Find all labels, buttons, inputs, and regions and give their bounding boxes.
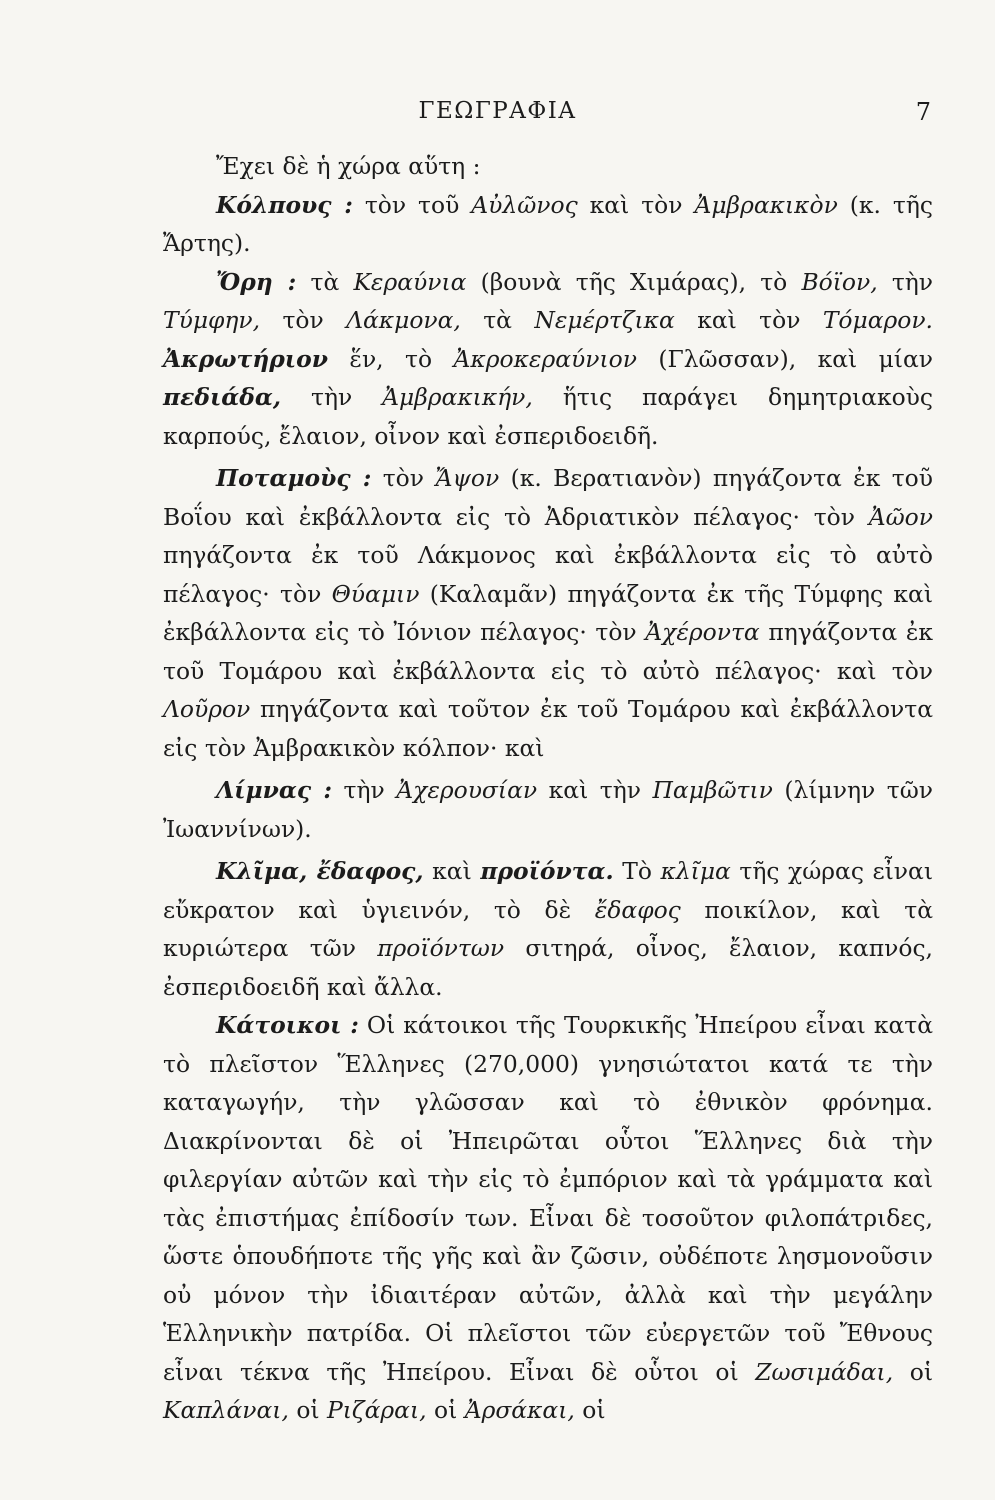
rivers-paragraph: Ποταμοὺς : τὸν Ἄψον (κ. Βερατιανὸν) πηγάζοντα ἐκ τοῦ Βοΐου καὶ ἐκβάλλοντα εἰς τὸ Ἀδριατικὸν πέλαγος· τὸν Ἀῶον πηγάζοντα ἐκ τοῦ Λάκμονος καὶ ἐκβάλλοντα εἰς τὸ αὐτὸ πέλαγος· τὸν Θύαμιν (Καλαμᾶν) πηγάζοντα ἐκ τῆς Τύμφης καὶ ἐκβάλλοντα εἰς τὸ Ἰόνιον πέλαγος· τὸν Ἀχέροντα πηγάζοντα ἐκ τοῦ Τομάρου καὶ ἐκβάλλοντα εἰς τὸ αὐτὸ πέλαγος· καὶ τὸν Λοῦρον πηγάζοντα καὶ τοῦτον ἐκ τοῦ Τομάρου καὶ ἐκβάλλοντα εἰς τὸν Ἀμβρακικὸν κόλπον· καὶ (163, 464, 933, 762)
gulfs-label: Κόλπους : (216, 190, 353, 219)
rivers-label: Ποταμοὺς : (216, 464, 372, 492)
intro-paragraph: Ἔχει δὲ ἡ χώρα αὕτη : (216, 152, 481, 180)
lakes-label: Λίμνας : (216, 776, 332, 804)
lakes-paragraph: Λίμνας : τὴν Ἀχερουσίαν καὶ τὴν Παμβῶτιν (λίμνην τῶν Ἰωαννίνων). (163, 776, 933, 843)
plain-label: πεδιάδα, (163, 383, 282, 411)
climate-paragraph: Κλῖμα, ἔδαφος, καὶ προϊόντα. Τὸ κλῖμα τῆς χώρας εἶναι εὔκρατον καὶ ὑγιεινόν, τὸ δὲ ἔδαφος ποικίλον, καὶ τὰ κυριώτερα τῶν προϊόντων σιτηρά, οἶνος, ἔλαιον, καπνός, ἐσπεριδοειδῆ καὶ ἄλλα. (163, 857, 934, 1001)
mountains-paragraph: Ὄρη : τὰ Κεραύνια (βουνὰ τῆς Χιμάρας), τὸ Βόϊον, τὴν Τύμφην, τὸν Λάκμονα, τὰ Νεμέρτζικα καὶ τὸν Τόμαρον. Ἀκρωτήριον ἕν, τὸ Ἀκροκεραύνιον (Γλῶσσαν), καὶ μίαν πεδιάδα, τὴν Ἀμβρακικήν, ἥτις παράγει δημητριακοὺς καρπούς, ἔλαιον, οἶνον καὶ ἐσπεριδοειδῆ. (163, 267, 934, 450)
inhabitants-paragraph: Κάτοικοι : Οἱ κάτοικοι τῆς Τουρκικῆς Ἠπείρου εἶναι κατὰ τὸ πλεῖστον Ἕλληνες (270,000) γνησιώτατοι κατά τε τὴν καταγωγήν, τὴν γλῶσσαν καὶ τὸ ἐθνικὸν φρόνημα. Διακρίνονται δὲ οἱ Ἠπειρῶται οὗτοι Ἕλληνες διὰ τὴν φιλεργίαν αὐτῶν καὶ τὴν εἰς τὸ ἐμπόριον καὶ τὰ γράμματα καὶ τὰς ἐπιστήμας ἐπίδοσίν των. Εἶναι δὲ τοσοῦτον φιλοπάτριδες, ὥστε ὁπουδήποτε τῆς γῆς καὶ ἂν ζῶσιν, οὐδέποτε λησμονοῦσιν οὐ μόνον τὴν ἰδιαιτέραν αὐτῶν, ἀλλὰ καὶ τὴν μεγάλην Ἑλληνικὴν πατρίδα. Οἱ πλεῖστοι τῶν εὐεργετῶν τοῦ Ἔθνους εἶναι τέκνα τῆς Ἠπείρου. Εἶναι δὲ οὗτοι οἱ Ζωσιμάδαι, οἱ Καπλάναι, οἱ Ριζάραι, οἱ Ἀρσάκαι, οἱ (163, 1011, 933, 1424)
products-label: προϊόντα. (480, 857, 614, 885)
climate-label: Κλῖμα, ἔδαφος, (216, 857, 424, 885)
gulfs-paragraph: Κόλπους : τὸν τοῦ Αὐλῶνος καὶ τὸν Ἀμβρακικὸν (κ. τῆς Ἄρτης). (163, 190, 933, 257)
mountains-label: Ὄρη : (216, 267, 297, 296)
page-number: 7 (915, 98, 931, 126)
inhabitants-label: Κάτοικοι : (216, 1011, 359, 1039)
body-text (163, 147, 933, 1430)
capes-label: Ἀκρωτήριον (163, 344, 328, 373)
page-header (0, 92, 995, 132)
running-title: ΓΕΩΓΡΑΦΙΑ (418, 98, 577, 124)
